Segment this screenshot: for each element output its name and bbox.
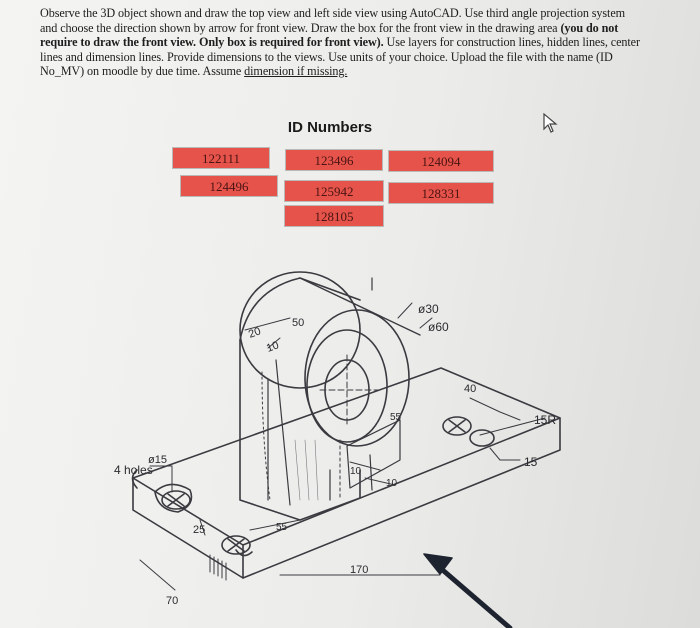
instructions-bold-text: (you do not require to draw the front view. Only box is required for front view). (40, 20, 619, 50)
dim-20: 20 (246, 325, 263, 341)
id-cell: 123496 (285, 149, 383, 171)
isometric-drawing (0, 232, 700, 628)
id-cell: 122111 (172, 147, 270, 169)
id-cell: 128331 (388, 182, 494, 204)
dim-10: 10 (264, 339, 281, 355)
dim-40: 40 (464, 383, 477, 395)
column-front (240, 340, 360, 520)
id-cell: 124094 (388, 150, 494, 172)
holes-count: 4 holes (114, 463, 153, 477)
dim-10-b: 10 (350, 466, 362, 477)
boss-outer (305, 310, 409, 446)
base-front-edge (243, 418, 560, 578)
direction-arrow-head (424, 554, 452, 574)
id-numbers-title: ID Numbers (287, 119, 373, 136)
direction-arrow-shaft (438, 566, 510, 628)
dim-dia-30: ø30 (418, 302, 439, 316)
mouse-cursor-icon (540, 111, 560, 135)
instructions-text: Observe the 3D object shown and draw the top view and left side view using AutoCAD. Use third angle projection system and choose the direction shown by arrow for front view. Draw the box for the front view in the drawing area (40, 6, 626, 35)
instructions-text-2: Use layers for construction lines, hidden lines, center lines and dimension lines. Provide dimensions to the views. Use units of your choice. Upload the file with the name (ID No_MV) on moodle by due time. Assume (40, 35, 640, 79)
dim-55: 55 (390, 412, 402, 423)
id-cell: 128105 (284, 205, 384, 227)
dim-55-b: 55 (276, 522, 288, 533)
dim-15r: 15R (534, 413, 557, 427)
assignment-instructions (40, 6, 640, 79)
instructions-underlined-text: dimension if missing. (244, 64, 348, 79)
id-cell: 124496 (180, 175, 278, 197)
dim-15: 15 (524, 455, 538, 469)
dim-70: 70 (166, 595, 179, 607)
dim-10-c: 10 (386, 478, 398, 489)
dim-50: 50 (292, 317, 305, 329)
dim-170: 170 (350, 564, 369, 576)
dim-25: 25 (193, 524, 206, 536)
holes-diameter: ø15 (148, 454, 167, 466)
dim-dia-60: ø60 (428, 320, 449, 334)
id-cell: 125942 (284, 180, 384, 202)
